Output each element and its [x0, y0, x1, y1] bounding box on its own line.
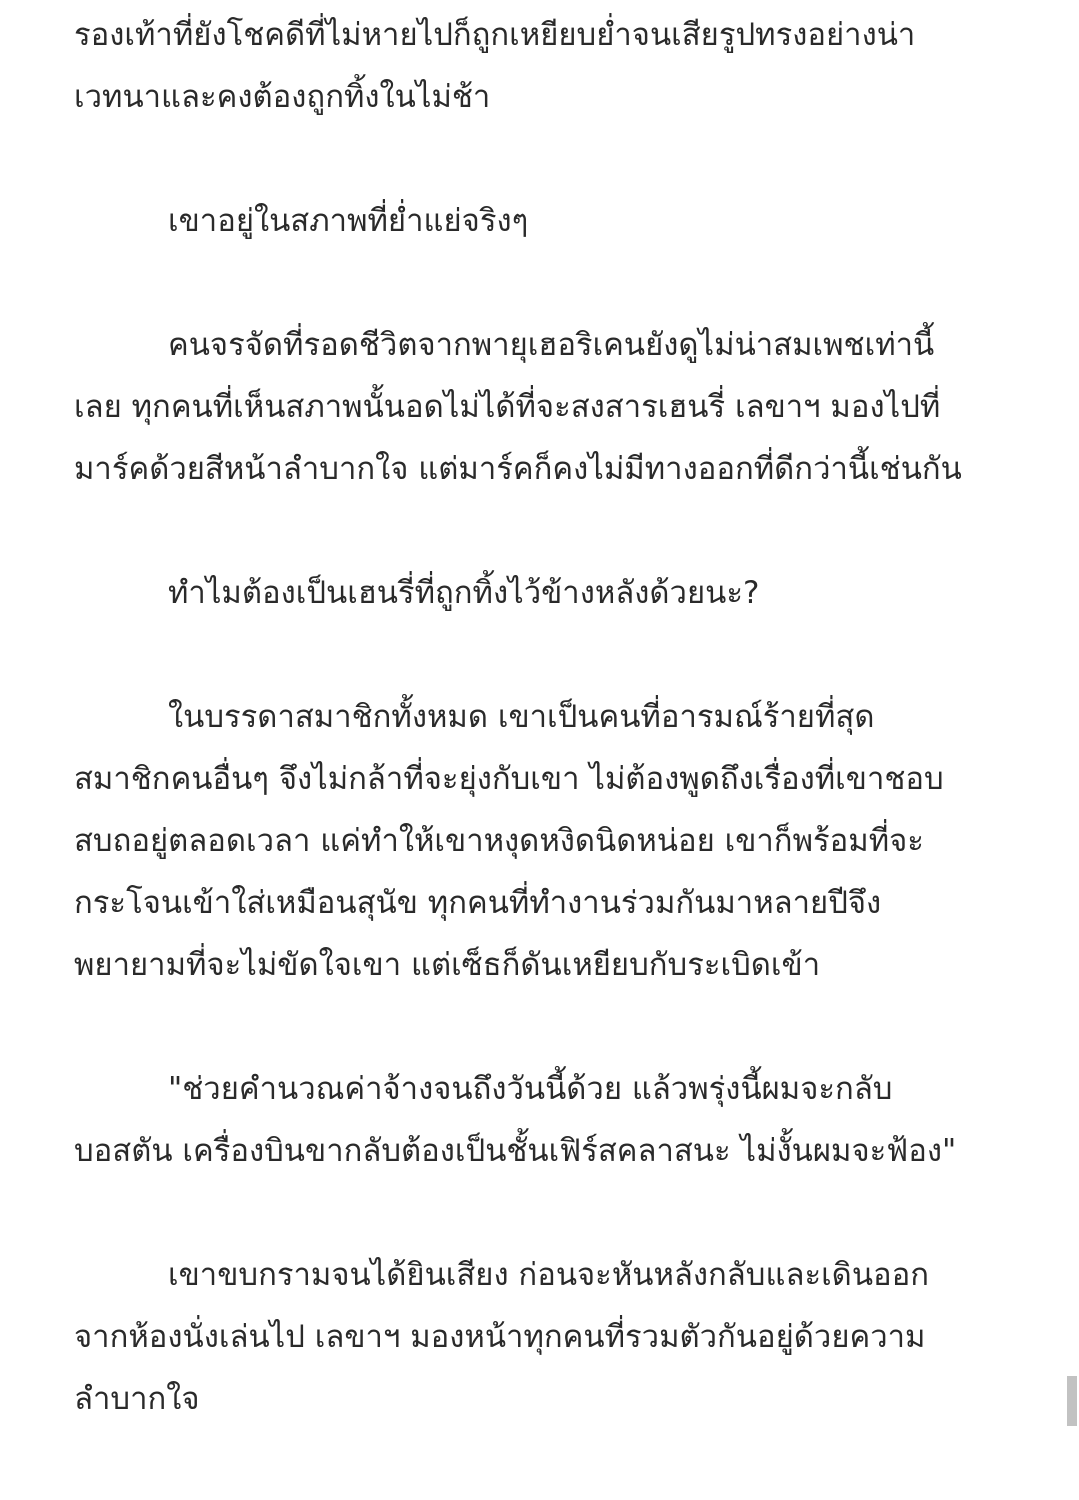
paragraph — [74, 686, 1034, 996]
text-line: เขาอยู่ในสภาพที่ย่ำแย่จริงๆ — [168, 203, 529, 239]
text-line: "ช่วยคำนวณค่าจ้างจนถึงวันนี้ด้วย แล้วพรุ่งนี้ผมจะกลับ — [168, 1071, 893, 1107]
text-line: เขาขบกรามจนได้ยินเสียง ก่อนจะหันหลังกลับและเดินออก — [168, 1257, 930, 1293]
text-line: ทำไมต้องเป็นเฮนรี่ที่ถูกทิ้งไว้ข้างหลังด้วยนะ? — [168, 575, 760, 611]
paragraph — [74, 562, 1034, 624]
text-line: เลย ทุกคนที่เห็นสภาพนั้นอดไม่ได้ที่จะสงสารเฮนรี่ เลขาฯ มองไปที่ — [74, 389, 941, 425]
paragraph — [74, 4, 1034, 128]
text-line: บอสตัน เครื่องบินขากลับต้องเป็นชั้นเฟิร์สคลาสนะ ไม่งั้นผมจะฟ้อง" — [74, 1133, 957, 1169]
text-line: ในบรรดาสมาชิกทั้งหมด เขาเป็นคนที่อารมณ์ร้ายที่สุด — [168, 699, 875, 735]
paragraph — [74, 1058, 1034, 1182]
text-line: ลำบากใจ — [74, 1381, 200, 1417]
paragraph — [74, 314, 1034, 500]
scrollbar[interactable] — [1067, 0, 1079, 1500]
text-line: รองเท้าที่ยังโชคดีที่ไม่หายไปก็ถูกเหยียบย่ำจนเสียรูปทรงอย่างน่า — [74, 17, 916, 53]
paragraph — [74, 190, 1034, 252]
text-line: กระโจนเข้าใส่เหมือนสุนัข ทุกคนที่ทำงานร่วมกันมาหลายปีจึง — [74, 885, 882, 921]
text-line: คนจรจัดที่รอดชีวิตจากพายุเฮอริเคนยังดูไม่น่าสมเพชเท่านี้ — [168, 327, 935, 363]
text-line: มาร์คด้วยสีหน้าลำบากใจ แต่มาร์คก็คงไม่มีทางออกที่ดีกว่านี้เช่นกัน — [74, 451, 962, 487]
chapter-text — [74, 4, 1034, 1492]
text-line: สบถอยู่ตลอดเวลา แค่ทำให้เขาหงุดหงิดนิดหน่อย เขาก็พร้อมที่จะ — [74, 823, 924, 859]
text-line: พยายามที่จะไม่ขัดใจเขา แต่เซ็ธก็ดันเหยียบกับระเบิดเข้า — [74, 947, 821, 983]
text-line: สมาชิกคนอื่นๆ จึงไม่กล้าที่จะยุ่งกับเขา ไม่ต้องพูดถึงเรื่องที่เขาชอบ — [74, 761, 944, 797]
scrollbar-thumb[interactable] — [1067, 1376, 1077, 1426]
paragraph — [74, 1244, 1034, 1430]
text-line: จากห้องนั่งเล่นไป เลขาฯ มองหน้าทุกคนที่รวมตัวกันอยู่ด้วยความ — [74, 1319, 926, 1355]
text-line: เวทนาและคงต้องถูกทิ้งในไม่ช้า — [74, 79, 491, 115]
